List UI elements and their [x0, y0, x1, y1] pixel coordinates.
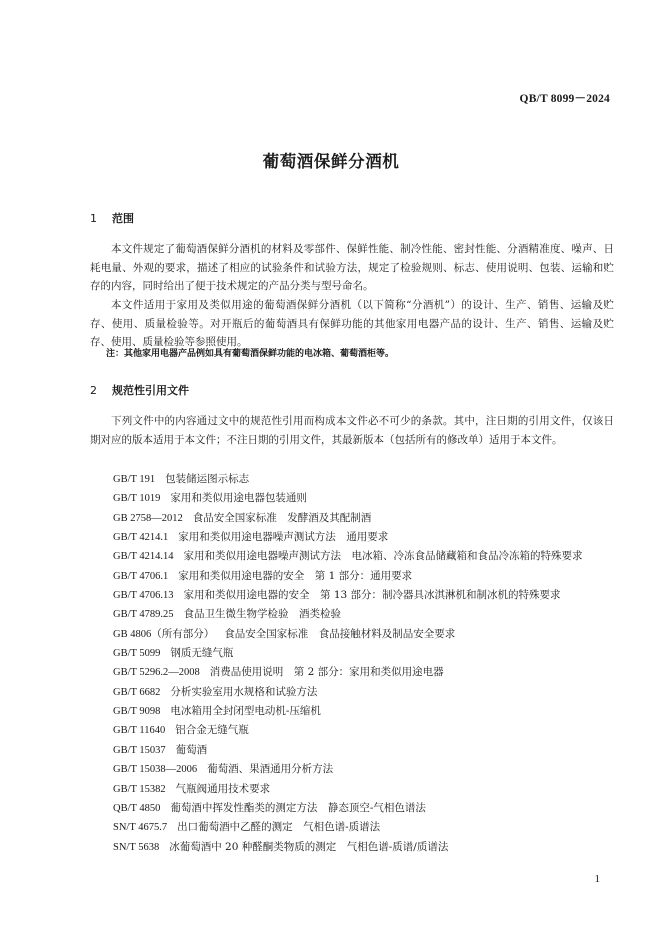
reference-name: 家用和类似用途电器包装通则 — [170, 492, 307, 505]
section-title: 规范性引用文件 — [112, 384, 189, 397]
reference-name: 分析实验室用水规格和试验方法 — [170, 685, 318, 698]
reference-code: GB 2758—2012 — [113, 512, 183, 524]
reference-name: 铝合金无缝气瓶 — [175, 724, 249, 737]
reference-code: SN/T 4675.7 — [113, 822, 168, 834]
reference-item — [90, 528, 614, 547]
reference-item — [90, 470, 614, 489]
reference-item — [90, 663, 614, 682]
reference-name: 葡萄酒 — [175, 743, 208, 756]
reference-item — [90, 760, 614, 779]
reference-item — [90, 799, 614, 818]
reference-name: 食品安全国家标准 食品接触材料及制品安全要求 — [224, 627, 456, 640]
reference-code: GB/T 1019 — [113, 493, 161, 505]
reference-name: 家用和类似用途电器噪声测试方法 电冰箱、冷冻食品储藏箱和食品冷冻箱的特殊要求 — [183, 550, 583, 563]
reference-name: 出口葡萄酒中乙醛的测定 气相色谱-质谱法 — [177, 821, 381, 834]
reference-list — [90, 470, 614, 857]
reference-item — [90, 605, 614, 624]
reference-name: 家用和类似用途电器的安全 第 13 部分：制冷器具冰淇淋机和制冰机的特殊要求 — [183, 589, 561, 602]
reference-item — [90, 547, 614, 566]
reference-code: GB/T 4706.13 — [113, 590, 174, 602]
reference-name: 葡萄酒中挥发性酯类的测定方法 静态顶空-气相色谱法 — [170, 801, 426, 814]
reference-name: 钢质无缝气瓶 — [170, 647, 234, 660]
reference-item — [90, 702, 614, 721]
reference-name: 家用和类似用途电器的安全 第 1 部分：通用要求 — [178, 569, 413, 582]
references-intro: 下列文件中的内容通过文中的规范性引用而构成本文件必不可少的条款。其中，注日期的引用文件，仅该日期对应的版本适用于本文件；不注日期的引用文件，其最新版本（包括所有的修改单）适用于本文件。 — [90, 415, 614, 446]
reference-name: 家用和类似用途电器噪声测试方法 通用要求 — [178, 531, 389, 544]
reference-code: GB/T 4706.1 — [113, 570, 169, 582]
reference-name: 冰葡萄酒中 20 种醛酮类物质的测定 气相色谱-质谱/质谱法 — [169, 840, 449, 853]
reference-name: 食品卫生微生物学检验 酒类检验 — [183, 608, 341, 621]
reference-item — [90, 586, 614, 605]
reference-item — [90, 818, 614, 837]
reference-name: 葡萄酒、果酒通用分析方法 — [207, 763, 334, 776]
reference-code: GB/T 4789.25 — [113, 609, 174, 621]
reference-code: GB/T 5099 — [113, 648, 161, 660]
reference-item — [90, 838, 614, 857]
reference-code: QB/T 4850 — [113, 802, 161, 814]
reference-item — [90, 489, 614, 508]
reference-code: GB/T 191 — [113, 474, 156, 485]
section-number: 1 — [90, 212, 97, 225]
reference-code: GB/T 4214.14 — [113, 551, 174, 563]
reference-name: 食品安全国家标准 发酵酒及其配制酒 — [192, 511, 372, 524]
reference-item — [90, 780, 614, 799]
reference-code: GB/T 6682 — [113, 686, 161, 698]
section-number: 2 — [90, 384, 97, 397]
scope-paragraph-1: 本文件规定了葡萄酒保鲜分酒机的材料及零部件、保鲜性能、制冷性能、密封性能、分酒精准度、噪声、日耗电量、外观的要求，描述了相应的试验条件和试验方法，规定了检验规则、标志、使用说明、包装、运输和贮存的内容，同时给出了便于技术规定的产品分类与型号命名。 — [90, 243, 614, 293]
reference-code: SN/T 5638 — [113, 841, 160, 853]
section-title: 范围 — [112, 212, 134, 225]
reference-name: 电冰箱用全封闭型电动机-压缩机 — [170, 705, 321, 718]
scope-paragraph-2: 本文件适用于家用及类似用途的葡萄酒保鲜分酒机（以下简称“分酒机”）的设计、生产、销售、运输及贮存、使用、质量检验等。对开瓶后的葡萄酒具有保鲜功能的其他家用电器产品的设计、生产、销售、运输及贮存、使用、质量检验等参照使用。 — [90, 299, 614, 349]
reference-code: GB/T 15038—2006 — [113, 764, 198, 776]
reference-code: GB 4806（所有部分） — [113, 628, 215, 640]
scope-note: 注：其他家用电器产品例如具有葡萄酒保鲜功能的电冰箱、葡萄酒柜等。 — [106, 349, 395, 359]
reference-item — [90, 721, 614, 740]
standard-code: QB/T 8099－2024 — [519, 93, 610, 105]
reference-name: 气瓶阀通用技术要求 — [175, 782, 271, 795]
section-1-heading — [90, 210, 134, 226]
reference-item — [90, 644, 614, 663]
reference-item — [90, 509, 614, 528]
reference-name: 包装储运图示标志 — [165, 473, 250, 485]
document-title: 葡萄酒保鲜分酒机 — [262, 152, 400, 171]
reference-code: GB/T 9098 — [113, 706, 161, 718]
reference-item — [90, 683, 614, 702]
section-2-heading — [90, 382, 189, 398]
reference-item — [90, 567, 614, 586]
reference-code: GB/T 11640 — [113, 725, 166, 737]
reference-code: GB/T 4214.1 — [113, 532, 169, 544]
reference-code: GB/T 5296.2—2008 — [113, 667, 200, 679]
reference-item — [90, 741, 614, 760]
reference-code: GB/T 15382 — [113, 783, 166, 795]
reference-name: 消费品使用说明 第 2 部分：家用和类似用途电器 — [209, 666, 444, 679]
page-number: 1 — [594, 873, 600, 885]
reference-item — [90, 625, 614, 644]
reference-code: GB/T 15037 — [113, 744, 166, 756]
